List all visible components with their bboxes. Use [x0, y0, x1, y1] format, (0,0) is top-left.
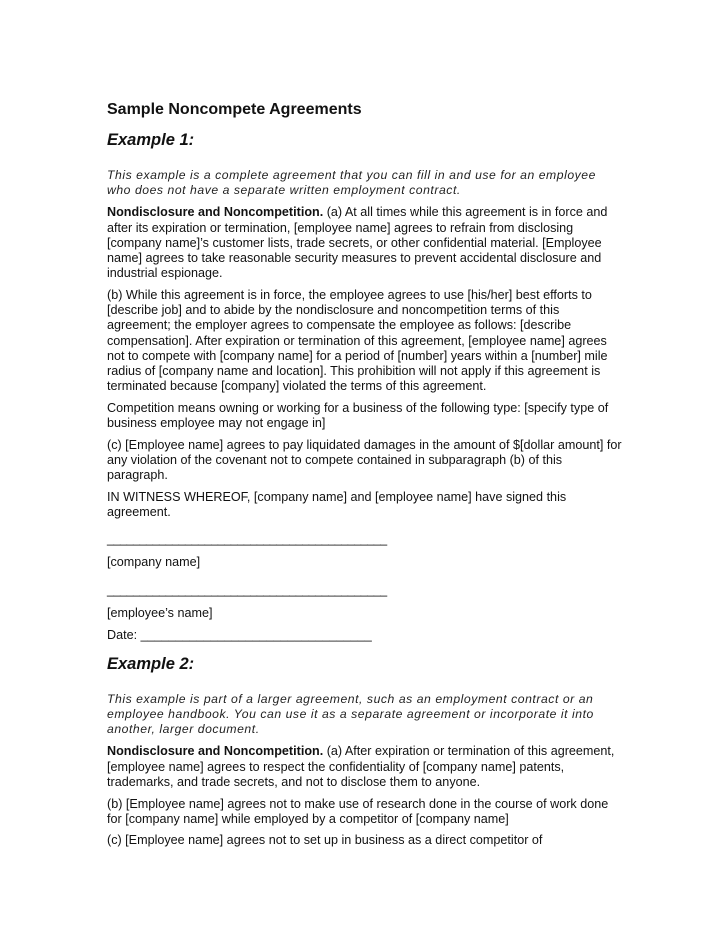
company-signature-line: ___________________________________________ — [107, 532, 387, 547]
example-2-paragraph-b: (b) [Employee name] agrees not to make use of research done in the course of work done for [company name] while employed by a competitor of [company name] — [107, 796, 609, 826]
example-1-section — [107, 130, 622, 643]
paragraph-body: (a) After expiration or termination of this agreement, [employee name] agrees to respect the confidentiality of [company name] patents, trademarks, and trade secrets, and not to disclose them to anyone. — [107, 744, 615, 789]
paragraph-body: (a) At all times while this agreement is in force and after its expiration or termination, [employee name] agrees to refrain from disclosing [company name]’s customer lists, trade secrets, or other confidential material. [Employee name] agrees to take reasonable security measures to prevent accidental disclosure and industrial espionage. — [107, 205, 608, 281]
paragraph-lead: Nondisclosure and Noncompetition. — [107, 205, 324, 220]
example-2-intro: This example is part of a larger agreement, such as an employment contract or an employee handbook. You can use it as a separate agreement or incorporate it into another, larger document. — [107, 691, 594, 737]
example-1-heading: Example 1: — [107, 131, 195, 149]
example-1-paragraph-c: (c) [Employee name] agrees to pay liquidated damages in the amount of $[dollar amount] for any violation of the covenant not to compete contained in subparagraph (b) of this paragraph. — [107, 437, 622, 483]
example-1-paragraph-a — [107, 205, 622, 281]
example-1-competition-definition: Competition means owning or working for a business of the following type: [specify type of business employee may not engage in] — [107, 400, 609, 431]
paragraph-lead: Nondisclosure and Noncompetition. — [107, 744, 324, 759]
date-line: Date: _________________________________ — [107, 627, 372, 642]
document-page — [107, 100, 622, 855]
example-2-heading: Example 2: — [107, 654, 195, 673]
example-1-intro: This example is a complete agreement that you can fill in and use for an employee who does not have a separate written employment contract. — [107, 168, 596, 198]
employee-signature-line: ___________________________________________ — [107, 582, 387, 597]
example-1-witness-clause: IN WITNESS WHEREOF, [company name] and [employee name] have signed this agreement. — [107, 489, 567, 520]
example-2-section — [107, 654, 622, 849]
example-2-paragraph-a — [107, 744, 622, 790]
company-signature-label: [company name] — [107, 555, 201, 570]
document-title: Sample Noncompete Agreements — [107, 101, 362, 118]
example-2-paragraph-c: (c) [Employee name] agrees not to set up in business as a direct competitor of — [107, 833, 543, 848]
example-1-paragraph-b: (b) While this agreement is in force, the employee agrees to use [his/her] best efforts to [describe job] and to abide by the nondisclosure and noncompetition terms of this agreement; the employer agrees to compensate the employee as follows: [describe compensation]. After expiration or termination of this agreement, [employee name] agrees not to compete with [company name] for a period of [number] years within a [number] mile radius of [company name and location]. This prohibition will not apply if this agreement is terminated because [company] violated the terms of this agreement. — [107, 287, 608, 394]
employee-signature-label: [employee’s name] — [107, 605, 213, 620]
